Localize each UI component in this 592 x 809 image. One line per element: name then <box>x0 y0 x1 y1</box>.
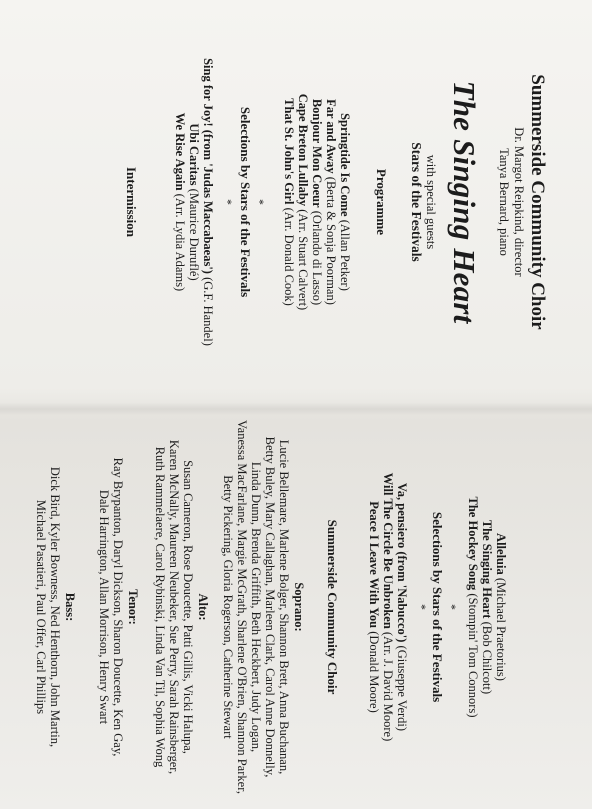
piece-title: Will The Circle Be Unbroken <box>381 472 395 629</box>
program-item <box>173 0 187 404</box>
alto-names: Ruth Rammelaere, Carol Rybinski, Linda Van Til, Sophia Wong <box>153 446 167 768</box>
piece-credit: (Donald Moore) <box>367 628 381 713</box>
with-guests-line: with special guests <box>424 154 438 250</box>
programme-heading: Programme <box>374 168 389 236</box>
piece-credit: (Arr. Stuart Calvert) <box>296 206 310 311</box>
concert-title: The Singing Heart <box>447 80 482 324</box>
soprano-names: Vanessa MacFarlane, Margie McGrath, Sharlene O'Brien, Shannon Parker, <box>235 420 249 794</box>
program-item <box>201 0 215 404</box>
piece-title: Springtide Is Come <box>338 113 352 217</box>
program-item <box>282 0 296 404</box>
piece-credit: (Arr. Lydia Adams) <box>173 190 187 292</box>
piece-credit: (Maurice Duruflé) <box>187 185 201 281</box>
piece-credit: (Giuseppe Verdi) <box>395 642 409 732</box>
program-item <box>338 0 352 404</box>
program-item <box>310 0 324 404</box>
soprano-names: Betty Buley, Mary Callaghan, Marleen Clark, Carol Anne Donnelly, <box>263 436 277 778</box>
piece-title: Ubi Caritas <box>187 123 201 186</box>
bass-names: Michael Pasatieri, Paul Offer, Carl Phillips <box>34 499 48 715</box>
piece-credit: (Berta & Sonja Poorman) <box>324 173 338 305</box>
program-item <box>381 405 395 809</box>
piece-title: Va, pensiero (from 'Nabucco') <box>395 482 409 643</box>
piece-title: Far and Away <box>324 99 338 174</box>
director-line: Dr. Margot Reipkind, director <box>512 127 526 277</box>
soprano-names: Linda Dunn, Brenda Griffith, Beth Heckbert, Judy Logan, <box>249 461 263 753</box>
program-item <box>395 405 409 809</box>
separator-star: * <box>445 604 459 610</box>
piece-credit: (Orlando di Lasso) <box>310 207 324 306</box>
left-panel <box>0 0 592 404</box>
intermission-heading: Intermission <box>124 166 139 238</box>
tenor-heading: Tenor: <box>126 589 140 625</box>
program-item <box>324 0 338 404</box>
separator-star: * <box>253 199 267 205</box>
separator-star: * <box>415 604 429 610</box>
soprano-heading: Soprano: <box>292 582 306 632</box>
piece-credit: (Stompin' Tom Connors) <box>466 590 480 718</box>
piece-title: Bonjour Mon Coeur <box>310 98 324 208</box>
soprano-names: Betty Pickering, Gloria Rogerson, Catherine Stewart <box>221 475 235 739</box>
piece-title: The Hockey Song <box>466 496 480 591</box>
selections-heading: Selections by Stars of the Festivals <box>430 511 445 703</box>
program-item <box>296 0 310 404</box>
piece-credit: (Arr. J. David Moore) <box>381 628 395 742</box>
piece-credit: (Allan Petker) <box>338 216 352 291</box>
piece-title: Alleluia <box>494 533 508 575</box>
program-item <box>480 405 494 809</box>
program-item <box>494 405 508 809</box>
program-item <box>466 405 480 809</box>
piece-credit: (Michael Praetorius) <box>494 574 508 681</box>
piece-title: The Singing Heart <box>480 519 494 619</box>
alto-names: Susan Cameron, Rose Doucette, Patti Gillis, Vicki Halupa, <box>181 460 195 754</box>
pianist-line: Tanya Bernard, piano <box>497 148 511 256</box>
guests-line: Stars of the Festivals <box>409 142 424 262</box>
program-item <box>367 405 381 809</box>
soprano-names: Lucie Bellemare, Marlene Bolger, Shannon Brett, Anna Buchanan, <box>277 439 291 775</box>
piece-credit: (Bob Chilcott) <box>480 618 494 695</box>
right-panel <box>0 405 592 809</box>
piece-title: That St. John's Girl <box>282 98 296 205</box>
program-item <box>187 0 201 404</box>
selections-heading: Selections by Stars of the Festivals <box>238 106 253 298</box>
piece-credit: (G.F. Handel) <box>201 273 215 346</box>
piece-title: Sing for Joy! (from 'Judas Maccabaeas') <box>201 58 215 274</box>
alto-names: Karen McNally, Maureen Neubeker, Sue Perry, Sarah Rainsberger, <box>167 439 181 775</box>
bass-names: Dick Bird, Kyler Bowness, Ned Henthorn, John Martin, <box>48 466 62 748</box>
bass-heading: Bass: <box>63 592 77 622</box>
choir-title: Summerside Community Choir <box>527 74 548 330</box>
tenor-names: Ray Brypanton, Daryl Dickson, Sharon Doucette, Ken Gay, <box>111 457 125 757</box>
piece-title: Peace I Leave With You <box>367 501 381 629</box>
alto-heading: Alto: <box>196 593 210 621</box>
piece-credit: (Arr. Donald Cook) <box>282 204 296 306</box>
roster-heading: Summerside Community Choir <box>325 519 340 695</box>
piece-title: We Rise Again <box>173 112 187 191</box>
separator-star: * <box>221 199 235 205</box>
piece-title: Cape Breton Lullaby <box>296 93 310 207</box>
tenor-names: Dale Harrington, Allan Morrison, Henry Swart <box>97 489 111 725</box>
